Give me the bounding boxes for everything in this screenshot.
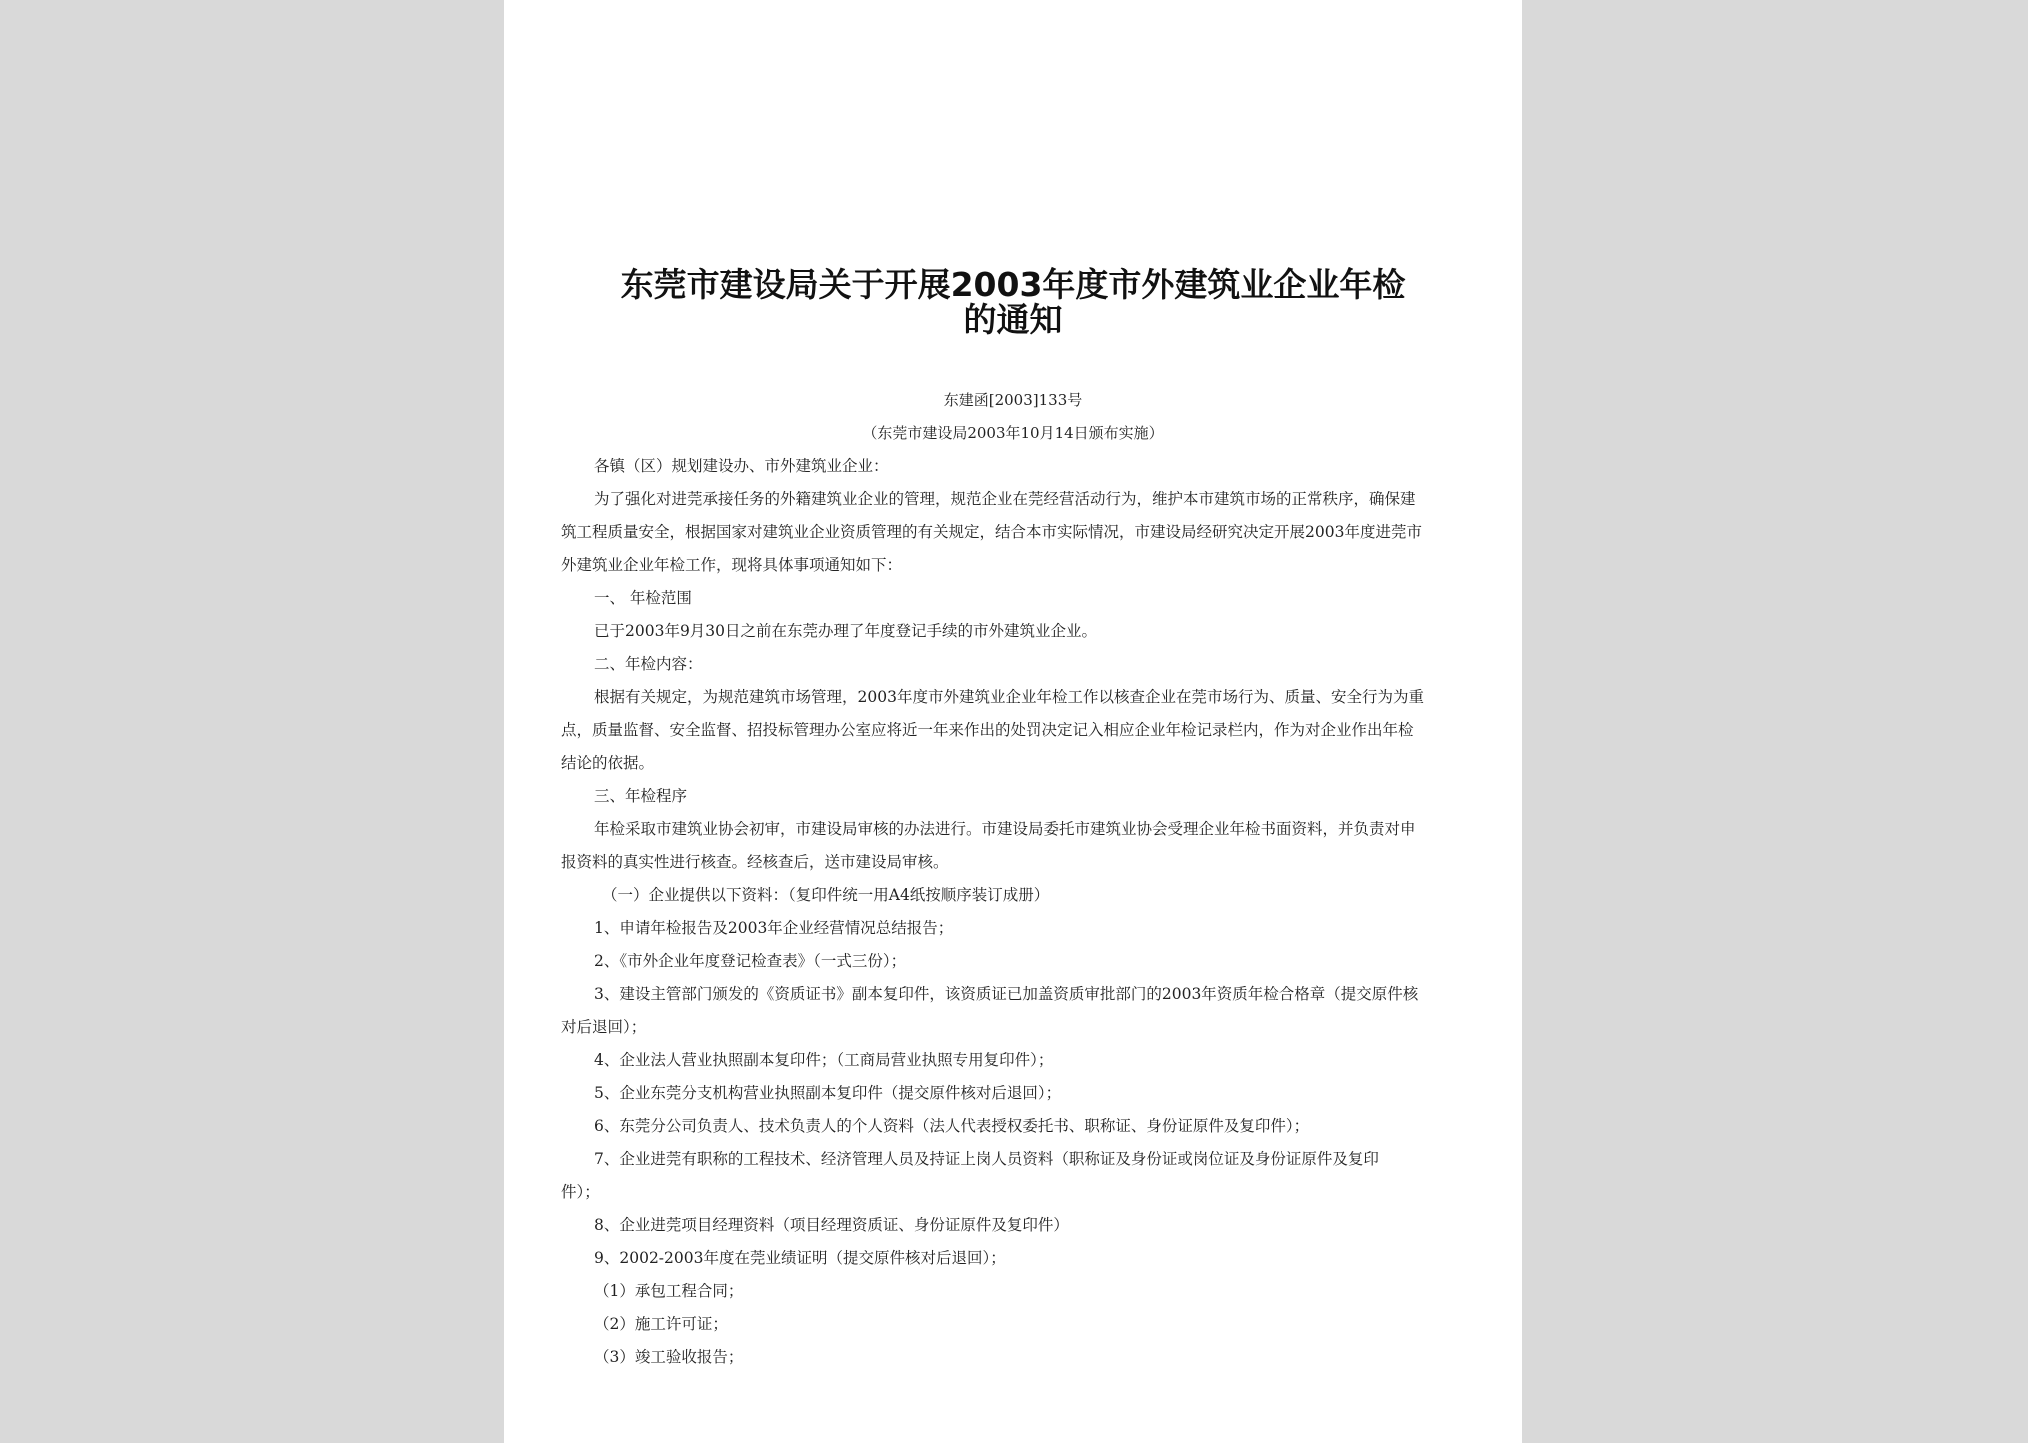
section-body-content: 点，质量监督、安全监督、招投标管理办公室应将近一年来作出的处罚决定记入相应企业年检记录栏内，作为对企业作出年检 [561,721,1414,739]
intro-paragraph-line: 筑工程质量安全，根据国家对建筑业企业资质管理的有关规定，结合本市实际情况，市建设局经研究决定开展2003年度进莞市 [561,523,1422,541]
document-page [504,0,1522,1443]
list-item: 7、企业进莞有职称的工程技术、经济管理人员及持证上岗人员资料（职称证及身份证或岗位证及身份证原件及复印 [594,1150,1379,1168]
list-item-continued: 件）； [561,1183,600,1201]
list-item: 4、企业法人营业执照副本复印件；（工商局营业执照专用复印件）； [594,1051,1054,1069]
sub-list-item: （3）竣工验收报告； [594,1348,744,1366]
section-body-content: 结论的依据。 [561,754,655,772]
section-body-procedure: 报资料的真实性进行核查。经核查后，送市建设局审核。 [561,853,949,871]
document-number: 东建函[2003]133号 [943,391,1083,409]
list-item: 8、企业进莞项目经理资料（项目经理资质证、身份证原件及复印件） [594,1216,1069,1234]
list-item: 5、企业东莞分支机构营业执照副本复印件（提交原件核对后退回）； [594,1084,1062,1102]
issue-date: （东莞市建设局2003年10月14日颁布实施） [862,424,1164,442]
section-heading-procedure: 三、年检程序 [594,787,688,805]
section-heading-scope: 一、 年检范围 [594,589,692,607]
intro-paragraph-line: 外建筑业企业年检工作，现将具体事项通知如下： [561,556,903,574]
list-item: 2、《市外企业年度登记检查表》（一式三份）； [594,952,907,970]
list-item: 6、东莞分公司负责人、技术负责人的个人资料（法人代表授权委托书、职称证、身份证原件及复印件）； [594,1117,1310,1135]
list-item-continued: 对后退回）； [561,1018,647,1036]
subsection-heading: （一）企业提供以下资料：（复印件统一用A4纸按顺序装订成册） [602,886,1050,904]
section-body-content: 根据有关规定，为规范建筑市场管理，2003年度市外建筑业企业年检工作以核查企业在莞市场行为、质量、安全行为为重 [594,688,1424,706]
section-body-scope: 已于2003年9月30日之前在东莞办理了年度登记手续的市外建筑业企业。 [594,622,1098,640]
page-title: 东莞市建设局关于开展2003年度市外建筑业企业年检 [620,265,1406,304]
sub-list-item: （1）承包工程合同； [594,1282,744,1300]
page-title-continued: 的通知 [963,300,1063,339]
intro-paragraph-line: 为了强化对进莞承接任务的外籍建筑业企业的管理，规范企业在莞经营活动行为，维护本市建筑市场的正常秩序，确保建 [594,490,1416,508]
list-item: 3、建设主管部门颁发的《资质证书》副本复印件，该资质证已加盖资质审批部门的2003年资质年检合格章（提交原件核 [594,985,1419,1003]
addressee: 各镇（区）规划建设办、市外建筑业企业： [594,457,889,475]
list-item: 1、申请年检报告及2003年企业经营情况总结报告； [594,919,954,937]
section-body-procedure: 年检采取市建筑业协会初审，市建设局审核的办法进行。市建设局委托市建筑业协会受理企业年检书面资料，并负责对申 [594,820,1416,838]
sub-list-item: （2）施工许可证； [594,1315,728,1333]
list-item: 9、2002-2003年度在莞业绩证明（提交原件核对后退回）； [594,1249,1006,1267]
section-heading-content: 二、年检内容： [594,655,703,673]
